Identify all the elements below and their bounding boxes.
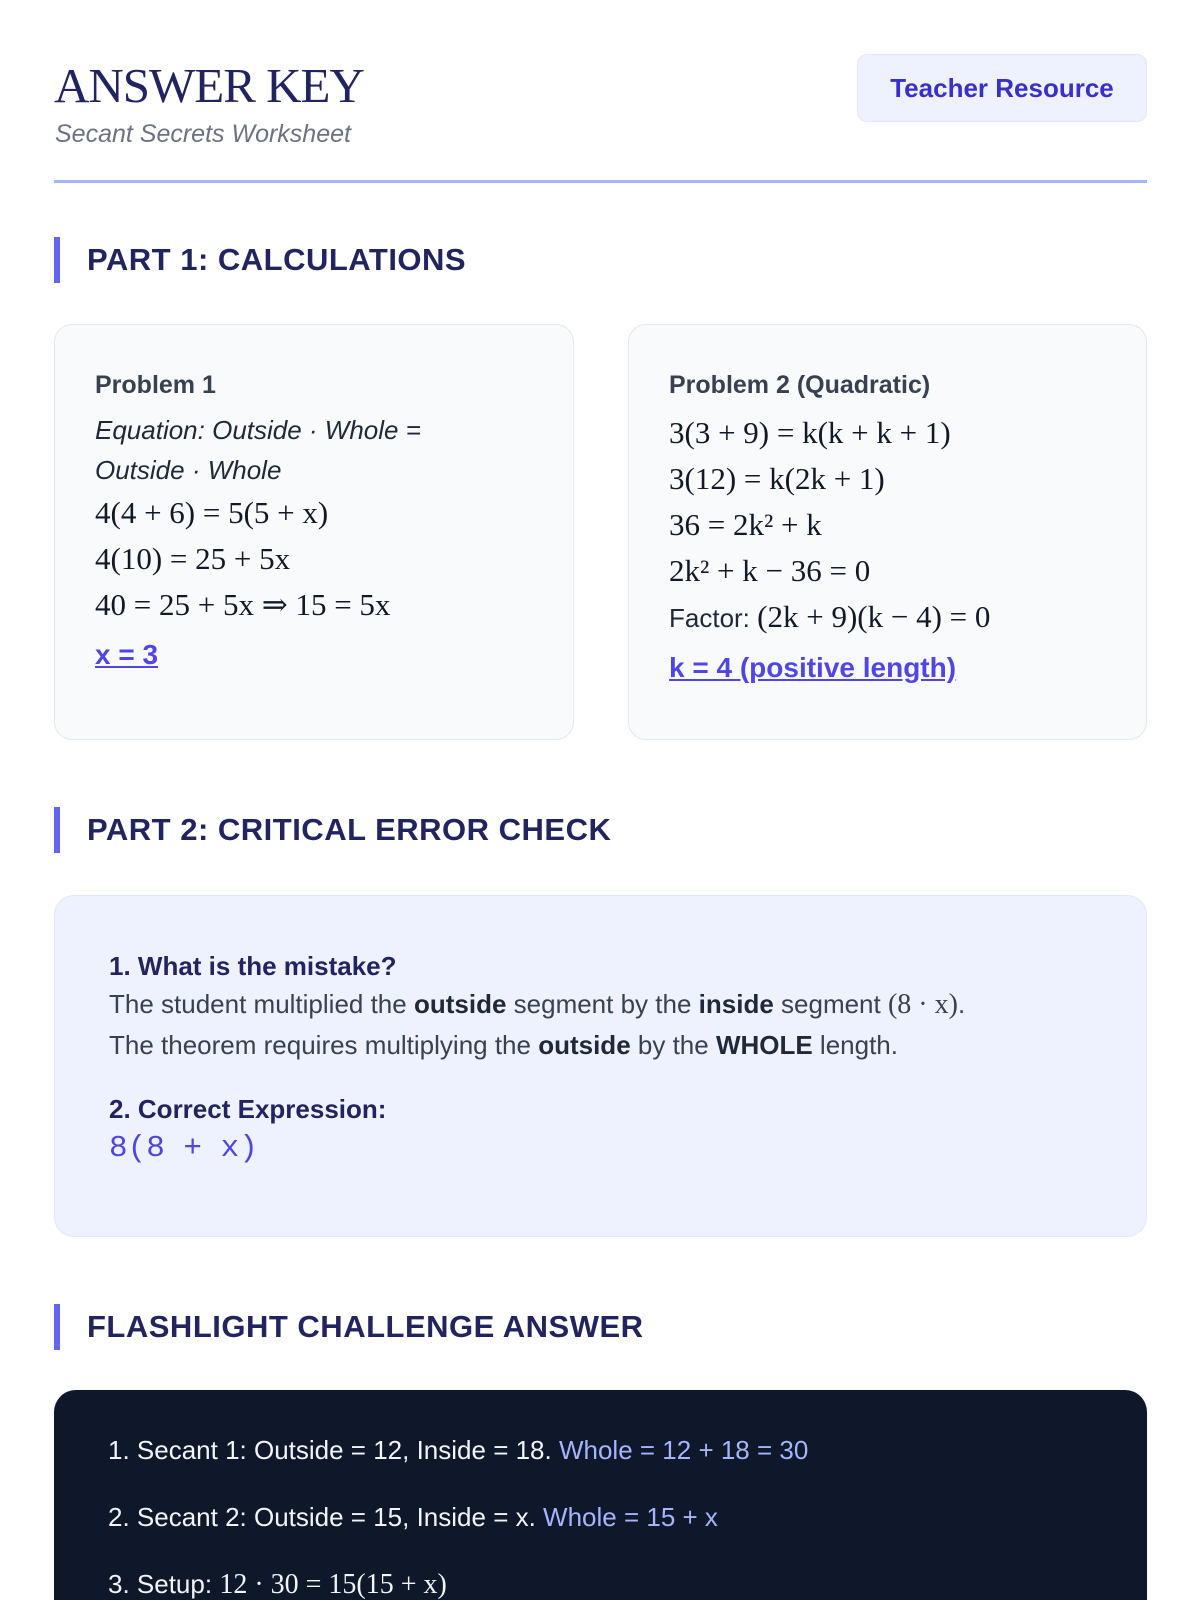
page-subtitle: Secant Secrets Worksheet (55, 120, 351, 148)
text-run: segment (773, 989, 888, 1019)
problem2-step-2: 3(12) = k(2k + 1) (669, 461, 885, 496)
text-run: by the (630, 1030, 716, 1060)
problem2-title (669, 370, 1106, 400)
step-text: 1. Secant 1: Outside = 12, Inside = 18. (108, 1435, 559, 1465)
problem2-title-text: Problem 2 (Quadratic) (669, 371, 931, 399)
problem1-equation-line1: Equation: Outside · Whole = (95, 415, 421, 445)
problem1-card (54, 324, 574, 740)
problem1-equation-line2: Outside · Whole (95, 455, 282, 485)
emphasis-outside-2: outside (538, 1030, 631, 1060)
text-run: The student multiplied the (109, 989, 414, 1019)
problem2-factor (669, 594, 1106, 641)
part2-heading: PART 2: CRITICAL ERROR CHECK (54, 807, 611, 853)
flashlight-step-1 (108, 1432, 1093, 1468)
problem2-factor-expr: (2k + 9)(k − 4) = 0 (757, 599, 991, 634)
text-run: . (957, 989, 966, 1019)
problem2-step-1: 3(3 + 9) = k(k + k + 1) (669, 415, 951, 450)
problem1-step-1: 4(4 + 6) = 5(5 + x) (95, 495, 329, 530)
mistake-explanation (109, 984, 1092, 1065)
header-divider (54, 180, 1147, 183)
spacer (669, 400, 1106, 410)
text-run: The theorem requires multiplying the (109, 1030, 539, 1060)
text-run: segment by the (506, 989, 699, 1019)
problem1-equation (95, 410, 533, 490)
emphasis-outside: outside (413, 989, 507, 1019)
inline-math: (8 · x) (887, 989, 958, 1020)
correct-expression: 8(8 + x) (109, 1131, 258, 1166)
step-math: 12 · 30 = 15(15 + x) (219, 1569, 447, 1600)
flashlight-step-2 (108, 1499, 1093, 1535)
step-highlight: Whole = 12 + 18 = 30 (558, 1435, 809, 1465)
flashlight-heading: FLASHLIGHT CHALLENGE ANSWER (54, 1304, 644, 1350)
problem2-factor-label: Factor: (669, 603, 758, 633)
step-text: 3. Setup: (108, 1569, 220, 1599)
step-highlight: Whole = 15 + x (543, 1502, 718, 1532)
problem1-step-2: 4(10) = 25 + 5x (95, 541, 291, 576)
problem2-step-4: 2k² + k − 36 = 0 (669, 553, 871, 588)
problem2-step-3: 36 = 2k² + k (669, 507, 822, 542)
text-run: length. (812, 1030, 898, 1060)
part1-heading: PART 1: CALCULATIONS (54, 237, 466, 283)
page-title: ANSWER KEY (54, 58, 364, 113)
problem1-title: Problem 1 (95, 371, 216, 399)
spacer (109, 1065, 1092, 1091)
emphasis-whole: WHOLE (715, 1030, 813, 1060)
mistake-question-title: 1. What is the mistake? (109, 951, 397, 981)
error-check-box (54, 895, 1147, 1237)
problem2-answer: k = 4 (positive length) (669, 652, 957, 683)
flashlight-answer-box (54, 1390, 1147, 1600)
problem1-answer: x = 3 (95, 639, 159, 670)
header (54, 58, 1147, 186)
problem2-card (628, 324, 1147, 740)
problem1-step-3: 40 = 25 + 5x ⇒ 15 = 5x (95, 587, 391, 622)
correct-expression-title: 2. Correct Expression: (109, 1094, 387, 1124)
flashlight-step-3 (108, 1566, 1093, 1600)
step-text: 2. Secant 2: Outside = 15, Inside = x. (108, 1502, 544, 1532)
emphasis-inside: inside (698, 989, 774, 1019)
teacher-resource-badge: Teacher Resource (857, 54, 1147, 122)
